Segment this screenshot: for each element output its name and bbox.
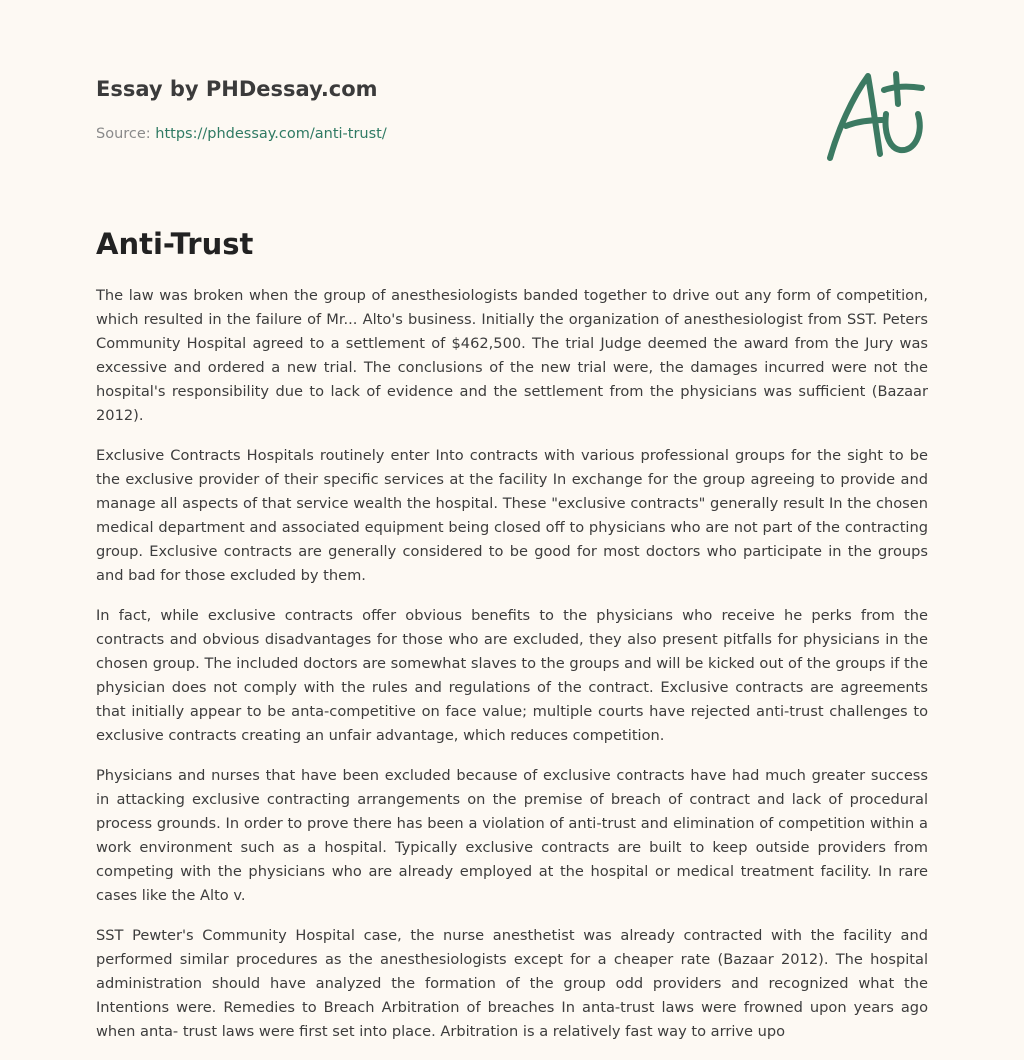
paragraph-3: In fact, while exclusive contracts offer obvious benefits to the physicians who receive he perks from the contracts and obvious disadvantages for those who are excluded, they also present pitfalls for physicians in the chosen group. The included doctors are somewhat slaves to the groups and will be kicked out of the groups if the physician does not comply with the rules and regulations of the contract. Exclusive contracts are agreements that initially appear to be anta-competitive on face value; multiple courts have rejected anti-trust challenges to exclusive contracts creating an unfair advantage, which reduces competition. [96, 607, 928, 744]
page-title: Anti-Trust [96, 227, 254, 261]
paragraph-2: Exclusive Contracts Hospitals routinely enter Into contracts with various professional groups for the sight to be the exclusive provider of their specific services at the facility In exchange for the group agreeing to provide and manage all aspects of that service wealth the hospital. These "exclusive contracts" generally result In the chosen medical department and associated equipment being closed off to physicians who are not part of the contracting group. Exclusive contracts are generally considered to be good for most doctors who participate in the groups and bad for those excluded by them. [96, 447, 928, 584]
source-link[interactable]: https://phdessay.com/anti-trust/ [155, 126, 387, 142]
brand-title: Essay by PHDessay.com [96, 77, 378, 101]
header [96, 72, 928, 144]
source-line [96, 124, 928, 144]
a-plus-grade-logo-icon [822, 68, 932, 164]
paragraph-1: The law was broken when the group of anesthesiologists banded together to drive out any form of competition, which resulted in the failure of Mr... Alto's business. Initially the organization of anesthesiologist from SST. Peters Community Hospital agreed to a settlement of $462,500. The trial Judge deemed the award from the Jury was excessive and ordered a new trial. The conclusions of the new trial were, the damages incurred were not the hospital's responsibility due to lack of evidence and the settlement from the physicians was sufficient (Bazaar 2012). [96, 287, 928, 424]
paragraph-5: SST Pewter's Community Hospital case, the nurse anesthetist was already contracted with the facility and performed similar procedures as the anesthesiologists except for a cheaper rate (Bazaar 2012). The hospital administration should have analyzed the formation of the group odd providers and recognized what the Intentions were. Remedies to Breach Arbitration of breaches In anta-trust laws were frowned upon years ago when anta- trust laws were first set into place. Arbitration is a relatively fast way to arrive upo [96, 927, 928, 1040]
paragraph-4: Physicians and nurses that have been excluded because of exclusive contracts have had much greater success in attacking exclusive contracting arrangements on the premise of breach of contract and lack of procedural process grounds. In order to prove there has been a violation of anti-trust and elimination of competition within a work environment such as a hospital. Typically exclusive contracts are built to keep outside providers from competing with the physicians who are already employed at the hospital or medical treatment facility. In rare cases like the Alto v. [96, 767, 928, 904]
source-label: Source: [96, 126, 151, 142]
article-body [96, 284, 928, 1060]
